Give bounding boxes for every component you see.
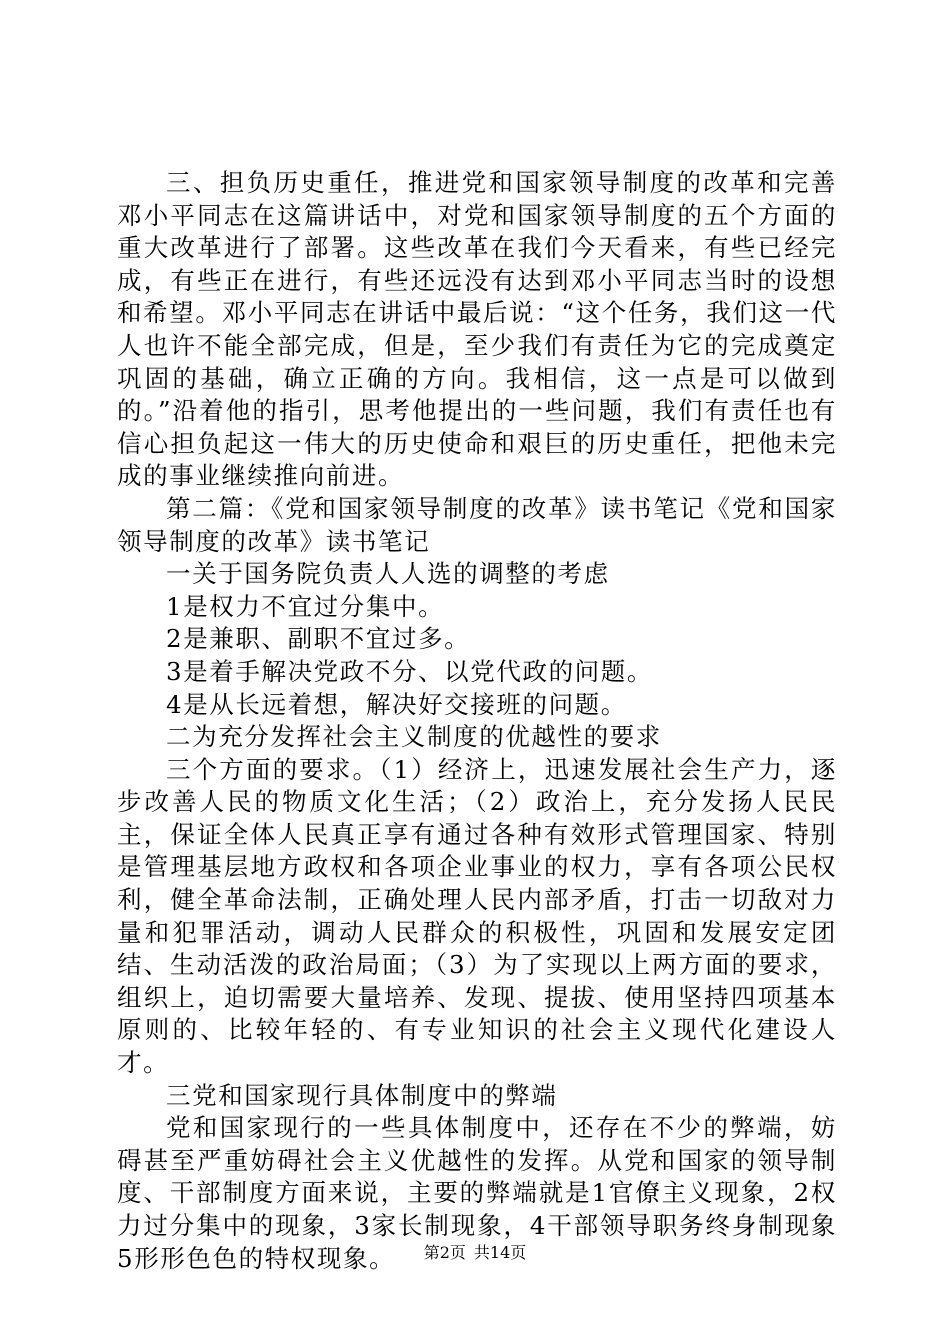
document-body	[117, 167, 837, 1275]
paragraph-heading-three: 三党和国家现行具体制度中的弊端	[166, 1080, 558, 1110]
paragraph-three-requirements: 三个方面的要求。（1）经济上，迅速发展社会生产力，逐步改善人民的物质文化生活；（2）政治上，充分发扬人民民主，保证全体人民真正享有通过各种有效形式管理国家、特别是管理基层地方政权和各项企业事业的权力，享有各项公民权利，健全革命法制，正确处理人民内部矛盾，打击一切敌对力量和犯罪活动，调动人民群众的积极性，巩固和发展安定团结、生动活泼的政治局面；（3）为了实现以上两方面的要求，组织上，迫切需要大量培养、发现、提拔、使用坚持四项基本原则的、比较年轻的、有专业知识的社会主义现代化建设人才。	[117, 754, 837, 1078]
paragraph-heading-two: 二为充分发挥社会主义制度的优越性的要求	[166, 722, 662, 752]
paragraph-second-article-title: 第二篇：《党和国家领导制度的改革》读书笔记《党和国家领导制度的改革》读书笔记	[117, 493, 837, 556]
paragraph-point-3: 3是着手解决党政不分、以党代政的问题。	[166, 656, 653, 686]
page-number: 第2页	[423, 1243, 466, 1262]
paragraph-point-2: 2是兼职、副职不宜过多。	[166, 624, 471, 654]
paragraph-point-4: 4是从长远着想，解决好交接班的问题。	[166, 689, 627, 719]
page-total: 共14页	[473, 1243, 527, 1262]
paragraph-point-1: 1是权力不宜过分集中。	[166, 591, 445, 621]
paragraph-section-three: 三、担负历史重任，推进党和国家领导制度的改革和完善邓小平同志在这篇讲话中，对党和国家领导制度的五个方面的重大改革进行了部署。这些改革在我们今天看来，有些已经完成，有些正在进行，有些还远没有达到邓小平同志当时的设想和希望。邓小平同志在讲话中最后说：“这个任务，我们这一代人也许不能全部完成，但是，至少我们有责任为它的完成奠定巩固的基础，确立正确的方向。我相信，这一点是可以做到的。”沿着他的指引，思考他提出的一些问题，我们有责任也有信心担负起这一伟大的历史使命和艰巨的历史重任，把他未完成的事业继续推向前进。	[117, 168, 837, 491]
page-footer	[0, 1243, 950, 1263]
paragraph-drawbacks: 党和国家现行的一些具体制度中，还存在不少的弊端，妨碍甚至严重妨碍社会主义优越性的发挥。从党和国家的领导制度、干部制度方面来说，主要的弊端就是1官僚主义现象，2权力过分集中的现象，3家长制现象，4干部领导职务终身制现象5形形色色的特权现象。	[117, 1113, 837, 1273]
paragraph-heading-one: 一关于国务院负责人人选的调整的考虑	[166, 559, 610, 589]
